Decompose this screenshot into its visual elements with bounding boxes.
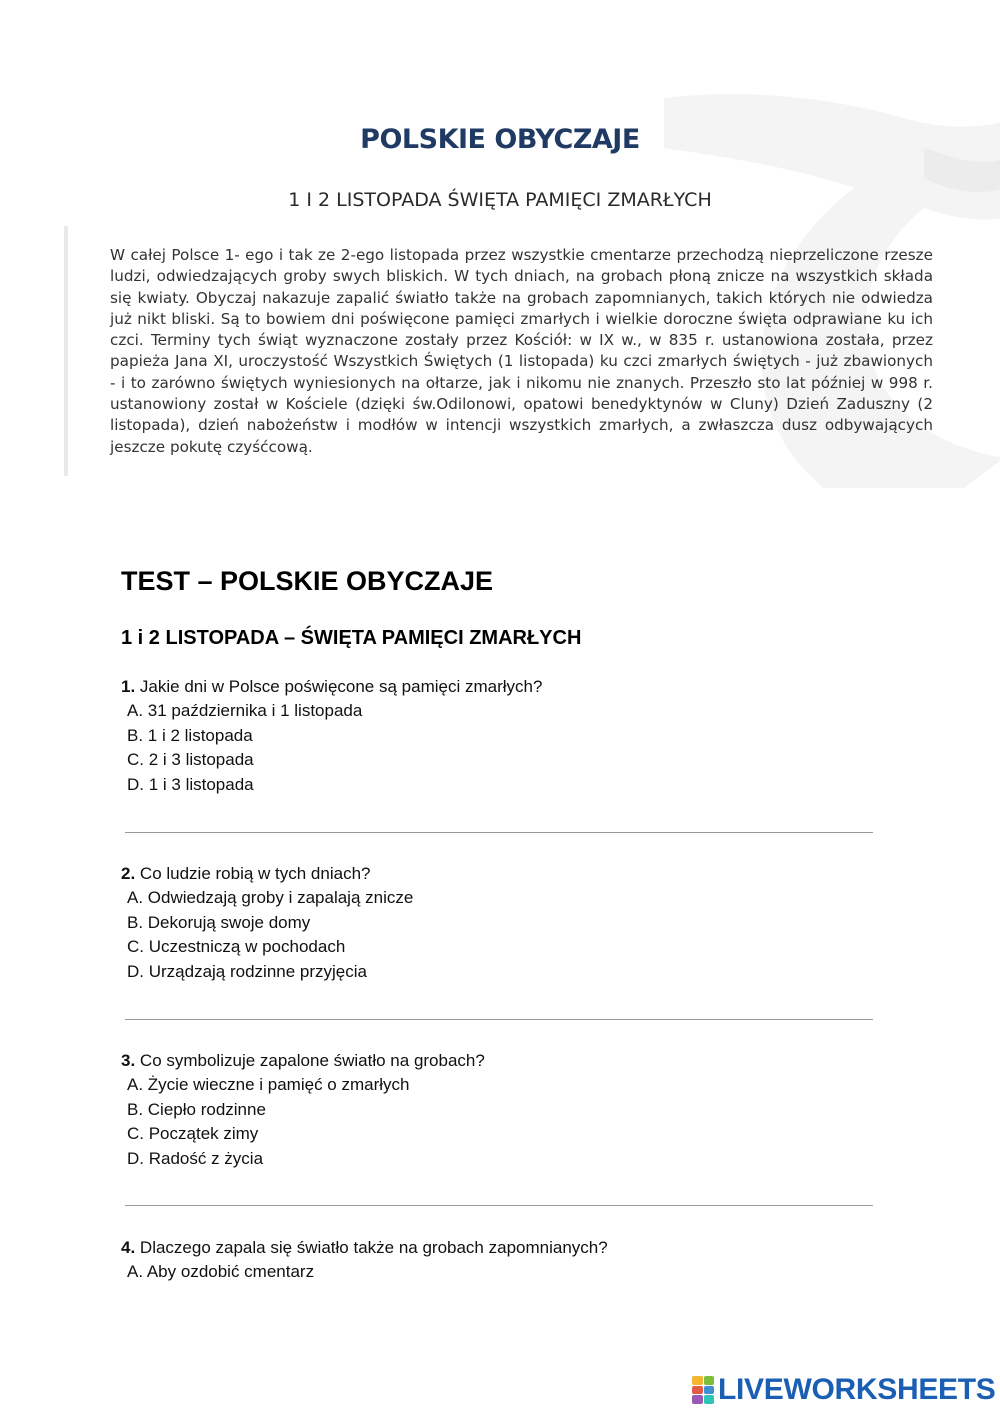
question-number: 3. (121, 1051, 136, 1070)
answer-option-a[interactable]: A. 31 października i 1 listopada (127, 701, 363, 720)
liveworksheets-logo[interactable] (692, 1374, 996, 1406)
question-divider (125, 1019, 873, 1020)
header-section (64, 88, 936, 488)
question-2-text (121, 862, 881, 886)
page-subtitle: 1 I 2 LISTOPADA ŚWIĘTA PAMIĘCI ZMARŁYCH (288, 189, 712, 211)
question-1-text (121, 675, 881, 699)
logo-tile (692, 1395, 703, 1404)
question-4 (121, 1236, 881, 1285)
question-label: Dlaczego zapala się światło także na grobach zapomnianych? (135, 1238, 608, 1257)
logo-tile (692, 1386, 703, 1395)
intro-paragraph: W całej Polsce 1- ego i tak ze 2-ego listopada przez wszystkie cmentarze przechodzą nieprzeliczone rzesze ludzi, odwiedzających groby swych bliskich. W tych dniach, na grobach płoną znicze na wszystkich składa się kwiaty. Obyczaj nakazuje zapalić światło także na grobach zapomnianych, takich których nie odwiedza już nikt bliski. Są to bowiem dni poświęcone pamięci zmarłych i wielkie doroczne święta odprawiane ku ich czci. Terminy tych świąt wyznaczone zostały przez Kościół: w IX w., w 835 r. ustanowiona została, przez papieża Jana XI, uroczystość Wszystkich Świętych (1 listopada) ku czci zmarłych świętych - już zbawionych - i to zarówno świętych wyniesionych na ołtarze, jak i nikomu nie znanych. Przeszło sto lat później w 998 r. ustanowiony został w Kościele (dzięki św.Odilonowi, opatowi benedyktynów w Cluny) Dzień Zaduszny (2 listopada), dzień nabożeństw i modłów w intencji wszystkich zmarłych, a zwłaszcza dusz odbywających jeszcze pokutę czyśćcową. (110, 246, 933, 456)
decorative-side-line (64, 226, 68, 476)
question-label: Co symbolizuje zapalone światło na grobach? (135, 1051, 485, 1070)
logo-tile (692, 1376, 703, 1385)
question-divider (125, 1205, 873, 1206)
question-2 (121, 862, 881, 984)
question-label: Jakie dni w Polsce poświęcone są pamięci zmarłych? (135, 677, 543, 696)
question-number: 4. (121, 1238, 136, 1257)
liveworksheets-logo-icon (692, 1376, 714, 1404)
answer-option-b[interactable]: B. Ciepło rodzinne (127, 1099, 266, 1119)
answer-option-c[interactable]: C. Początek zimy (127, 1124, 259, 1144)
logo-text: LIVEWORKSHEETS (718, 1373, 996, 1406)
answer-option-a[interactable]: A. Odwiedzają groby i zapalają znicze (127, 888, 414, 907)
question-number: 2. (121, 864, 136, 883)
question-3-text (121, 1049, 881, 1073)
logo-tile (704, 1386, 715, 1395)
answer-option-c[interactable]: C. 2 i 3 listopada (127, 750, 254, 770)
answer-option-b[interactable]: B. 1 i 2 listopada (127, 725, 253, 745)
test-title: TEST – POLSKIE OBYCZAJE (121, 566, 494, 596)
question-3 (121, 1049, 881, 1171)
question-4-text (121, 1236, 881, 1260)
answer-option-c[interactable]: C. Uczestniczą w pochodach (127, 937, 346, 957)
logo-tile (704, 1376, 715, 1385)
question-number: 1. (121, 677, 136, 696)
question-label: Co ludzie robią w tych dniach? (135, 864, 371, 883)
answer-option-d[interactable]: D. Urządzają rodzinne przyjęcia (127, 961, 367, 981)
answer-option-d[interactable]: D. 1 i 3 listopada (127, 774, 254, 794)
question-divider (125, 832, 873, 833)
answer-option-b[interactable]: B. Dekorują swoje domy (127, 912, 311, 932)
answer-option-d[interactable]: D. Radość z życia (127, 1148, 264, 1168)
logo-tile (704, 1395, 715, 1404)
answer-option-a[interactable]: A. Aby ozdobić cmentarz (127, 1262, 315, 1281)
page-title: POLSKIE OBYCZAJE (360, 124, 640, 155)
answer-option-a[interactable]: A. Życie wieczne i pamięć o zmarłych (127, 1075, 410, 1094)
question-1 (121, 675, 881, 797)
test-subtitle: 1 i 2 LISTOPADA – ŚWIĘTA PAMIĘCI ZMARŁYCH (121, 627, 582, 649)
